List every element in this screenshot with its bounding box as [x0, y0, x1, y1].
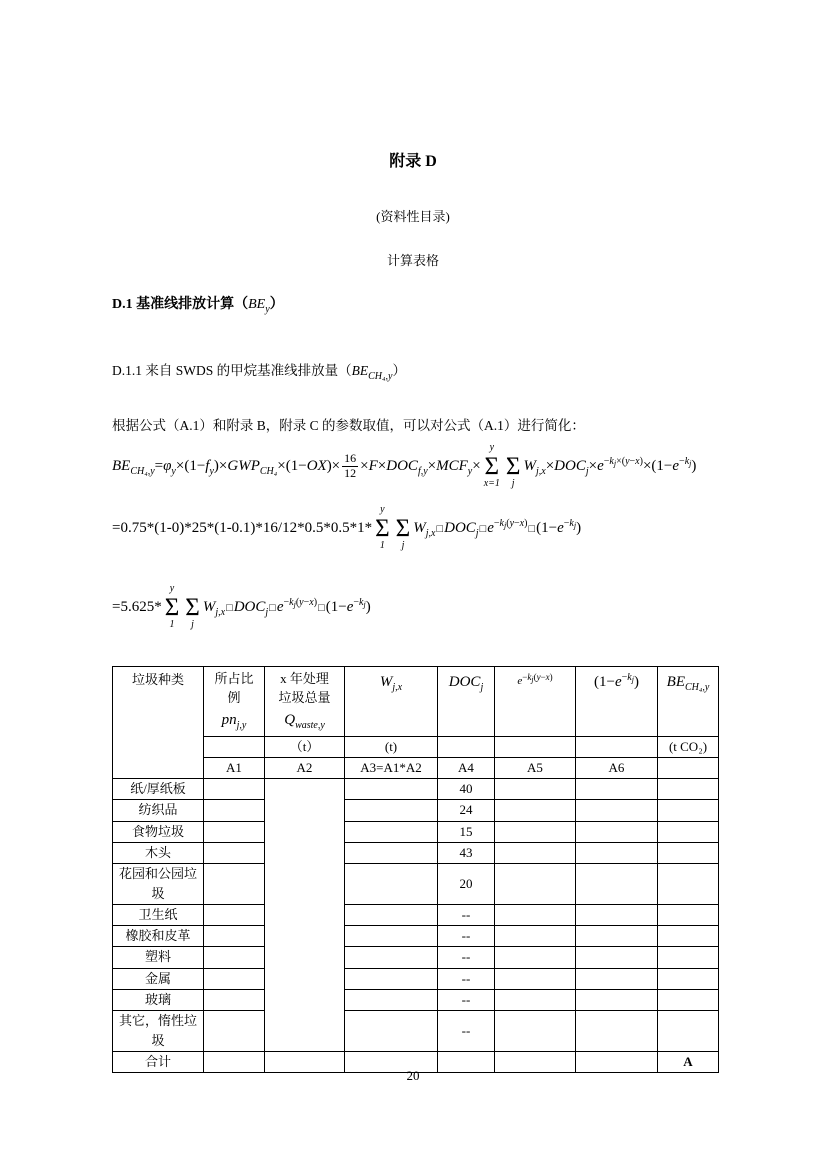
cell-w	[345, 968, 438, 989]
formula-baseline-emission: $BE_{CH_4,y}=\varphi_y\times(1-f_y)\times GWP_{CH_4}\times(1-OX)\times$ $\frac{16}{12}$ $\times F\times DOC_{f,y}\times MCF_y\times$ y Σ x=1 Σ j $W_{j,x}\times DOC_j\times e^{-k_j\times(y-x)}\times(1-e^{-k_j})$	[112, 442, 697, 489]
total-be-value: A	[658, 1052, 719, 1073]
cell-waste-type: 花园和公园垃圾	[113, 863, 204, 904]
table-row	[113, 800, 719, 821]
cell-be	[658, 800, 719, 821]
cell-pn	[204, 905, 265, 926]
col-header-decay-math: $e^{-k_j(y-x)}$	[517, 672, 553, 687]
cell-waste-type: 塑料	[113, 947, 204, 968]
cell-a5	[495, 800, 576, 821]
cell-a6	[576, 821, 658, 842]
cell-pn	[204, 821, 265, 842]
unit-pn	[204, 737, 265, 758]
unit-q: （t）	[265, 737, 345, 758]
unit-oneminus	[576, 737, 658, 758]
table-row	[113, 968, 719, 989]
unit-doc	[438, 737, 495, 758]
col-header-decay	[495, 667, 576, 737]
page-number: 20	[406, 1068, 420, 1083]
col-header-doc-math: $DOC_j$	[448, 674, 484, 693]
cell-pn	[204, 863, 265, 904]
table-row	[113, 779, 719, 800]
heading-d1	[112, 293, 284, 313]
cell-be	[658, 989, 719, 1010]
col-header-w	[345, 667, 438, 737]
cell-doc-value: 24	[438, 800, 495, 821]
appendix-title: 附录 D	[389, 153, 437, 170]
cell-w	[345, 926, 438, 947]
table-row	[113, 905, 719, 926]
cell-doc-value: 43	[438, 842, 495, 863]
cell-w	[345, 989, 438, 1010]
cell-w	[345, 821, 438, 842]
cell-a5	[495, 968, 576, 989]
cell-a5	[495, 947, 576, 968]
waste-table-body	[113, 779, 719, 1052]
cell-a5	[495, 842, 576, 863]
cell-a5	[495, 926, 576, 947]
col-header-waste-type: 垃圾种类	[113, 667, 204, 779]
cell-w	[345, 779, 438, 800]
cell-be	[658, 968, 719, 989]
cell-waste-type: 其它，惰性垃圾	[113, 1010, 204, 1051]
unit-decay	[495, 737, 576, 758]
col-header-q-math: $Q_{waste,y}$	[284, 711, 325, 731]
cell-a6	[576, 863, 658, 904]
col-header-be-math: $BE_{CH_4,y}$	[666, 674, 710, 693]
cell-be	[658, 779, 719, 800]
cell-be	[658, 842, 719, 863]
code-a1: A1	[204, 758, 265, 779]
col-header-q-line1: x 年处理	[280, 671, 329, 686]
cell-waste-type: 木头	[113, 842, 204, 863]
heading-d1-text: D.1 基准线排放计算（	[112, 297, 249, 312]
cell-waste-type: 橡胶和皮革	[113, 926, 204, 947]
cell-waste-type: 纸/厚纸板	[113, 779, 204, 800]
cell-doc-value: 20	[438, 863, 495, 904]
cell-a6	[576, 968, 658, 989]
cell-doc-value: --	[438, 947, 495, 968]
cell-pn	[204, 800, 265, 821]
table-row	[113, 947, 719, 968]
formula-simplified: =5.625* y Σ 1 Σ j $W_{j,x}□DOC_j□e^{-k_j(y-x)}□(1-e^{-k_j})$	[112, 583, 371, 630]
waste-calculation-table	[112, 666, 719, 1073]
heading-d1-close: ）	[269, 297, 284, 312]
table-header-row-units	[113, 737, 719, 758]
col-header-oneminus	[576, 667, 658, 737]
cell-w	[345, 863, 438, 904]
table-row	[113, 926, 719, 947]
heading-d11	[112, 359, 406, 382]
col-header-be	[658, 667, 719, 737]
code-a5: A5	[495, 758, 576, 779]
col-header-pn-math: $pn_{j,y}$	[221, 711, 247, 731]
code-be	[658, 758, 719, 779]
code-a3: A3=A1*A2	[345, 758, 438, 779]
unit-be: (t CO₂)	[658, 737, 719, 758]
cell-a5	[495, 989, 576, 1010]
table-row	[113, 821, 719, 842]
cell-doc-value: --	[438, 989, 495, 1010]
cell-a6	[576, 842, 658, 863]
col-header-q-line2: 垃圾总量	[278, 689, 331, 705]
cell-waste-type: 纺织品	[113, 800, 204, 821]
cell-a5	[495, 1010, 576, 1051]
cell-a5	[495, 905, 576, 926]
heading-d1-math: $BE_y$	[248, 297, 270, 315]
cell-doc-value: 40	[438, 779, 495, 800]
cell-doc-value: 15	[438, 821, 495, 842]
cell-be	[658, 1010, 719, 1051]
cell-doc-value: --	[438, 905, 495, 926]
table-header-row-codes	[113, 758, 719, 779]
cell-pn	[204, 1010, 265, 1051]
heading-d11-math: $BE_{CH_4,y}$	[351, 363, 393, 382]
table-header-row-main	[113, 667, 719, 737]
col-header-pn	[204, 667, 265, 737]
cell-a6	[576, 947, 658, 968]
cell-w	[345, 800, 438, 821]
code-a2: A2	[265, 758, 345, 779]
cell-a6	[576, 926, 658, 947]
cell-doc-value: --	[438, 926, 495, 947]
cell-a6	[576, 779, 658, 800]
cell-be	[658, 926, 719, 947]
cell-w	[345, 842, 438, 863]
table-row	[113, 1010, 719, 1051]
cell-waste-type: 食物垃圾	[113, 821, 204, 842]
cell-be	[658, 821, 719, 842]
cell-a6	[576, 1010, 658, 1051]
cell-pn	[204, 989, 265, 1010]
cell-waste-type: 金属	[113, 968, 204, 989]
cell-a5	[495, 779, 576, 800]
cell-be	[658, 947, 719, 968]
cell-q-total	[265, 779, 345, 1052]
table-row	[113, 842, 719, 863]
table-row	[113, 989, 719, 1010]
cell-w	[345, 947, 438, 968]
cell-a5	[495, 863, 576, 904]
cell-pn	[204, 842, 265, 863]
intro-paragraph: 根据公式（A.1）和附录 B，附录 C 的参数取值，可以对公式（A.1）进行简化：	[112, 418, 585, 433]
appendix-subtitle: (资料性目录)	[376, 209, 450, 224]
cell-a6	[576, 989, 658, 1010]
cell-pn	[204, 968, 265, 989]
code-a6: A6	[576, 758, 658, 779]
table-row	[113, 863, 719, 904]
cell-be	[658, 863, 719, 904]
total-label: 合计	[113, 1052, 204, 1073]
cell-a6	[576, 800, 658, 821]
cell-pn	[204, 779, 265, 800]
heading-d11-close: ）	[392, 363, 406, 378]
cell-doc-value: --	[438, 1010, 495, 1051]
col-header-doc	[438, 667, 495, 737]
cell-w	[345, 905, 438, 926]
unit-w: (t)	[345, 737, 438, 758]
cell-waste-type: 玻璃	[113, 989, 204, 1010]
col-header-q	[265, 667, 345, 737]
col-header-pn-line2: 例	[227, 689, 241, 705]
col-header-oneminus-math: $(1-e^{-k_j})$	[594, 672, 639, 690]
cell-pn	[204, 926, 265, 947]
col-header-pn-line1: 所占比	[214, 671, 254, 686]
cell-waste-type: 卫生纸	[113, 905, 204, 926]
cell-pn	[204, 947, 265, 968]
cell-w	[345, 1010, 438, 1051]
cell-a6	[576, 905, 658, 926]
cell-a5	[495, 821, 576, 842]
appendix-subtitle2: 计算表格	[386, 253, 439, 268]
code-a4: A4	[438, 758, 495, 779]
col-header-w-math: $W_{j,x}$	[379, 674, 403, 693]
heading-d11-text: D.1.1 来自 SWDS 的甲烷基准线排放量（	[112, 363, 352, 378]
cell-be	[658, 905, 719, 926]
formula-substituted: =0.75*(1-0)*25*(1-0.1)*16/12*0.5*0.5*1* y Σ 1 Σ j $W_{j,x}□DOC_j□e^{-k_j(y-x)}□(1-e^{-k_j})$	[112, 504, 582, 551]
cell-doc-value: --	[438, 968, 495, 989]
